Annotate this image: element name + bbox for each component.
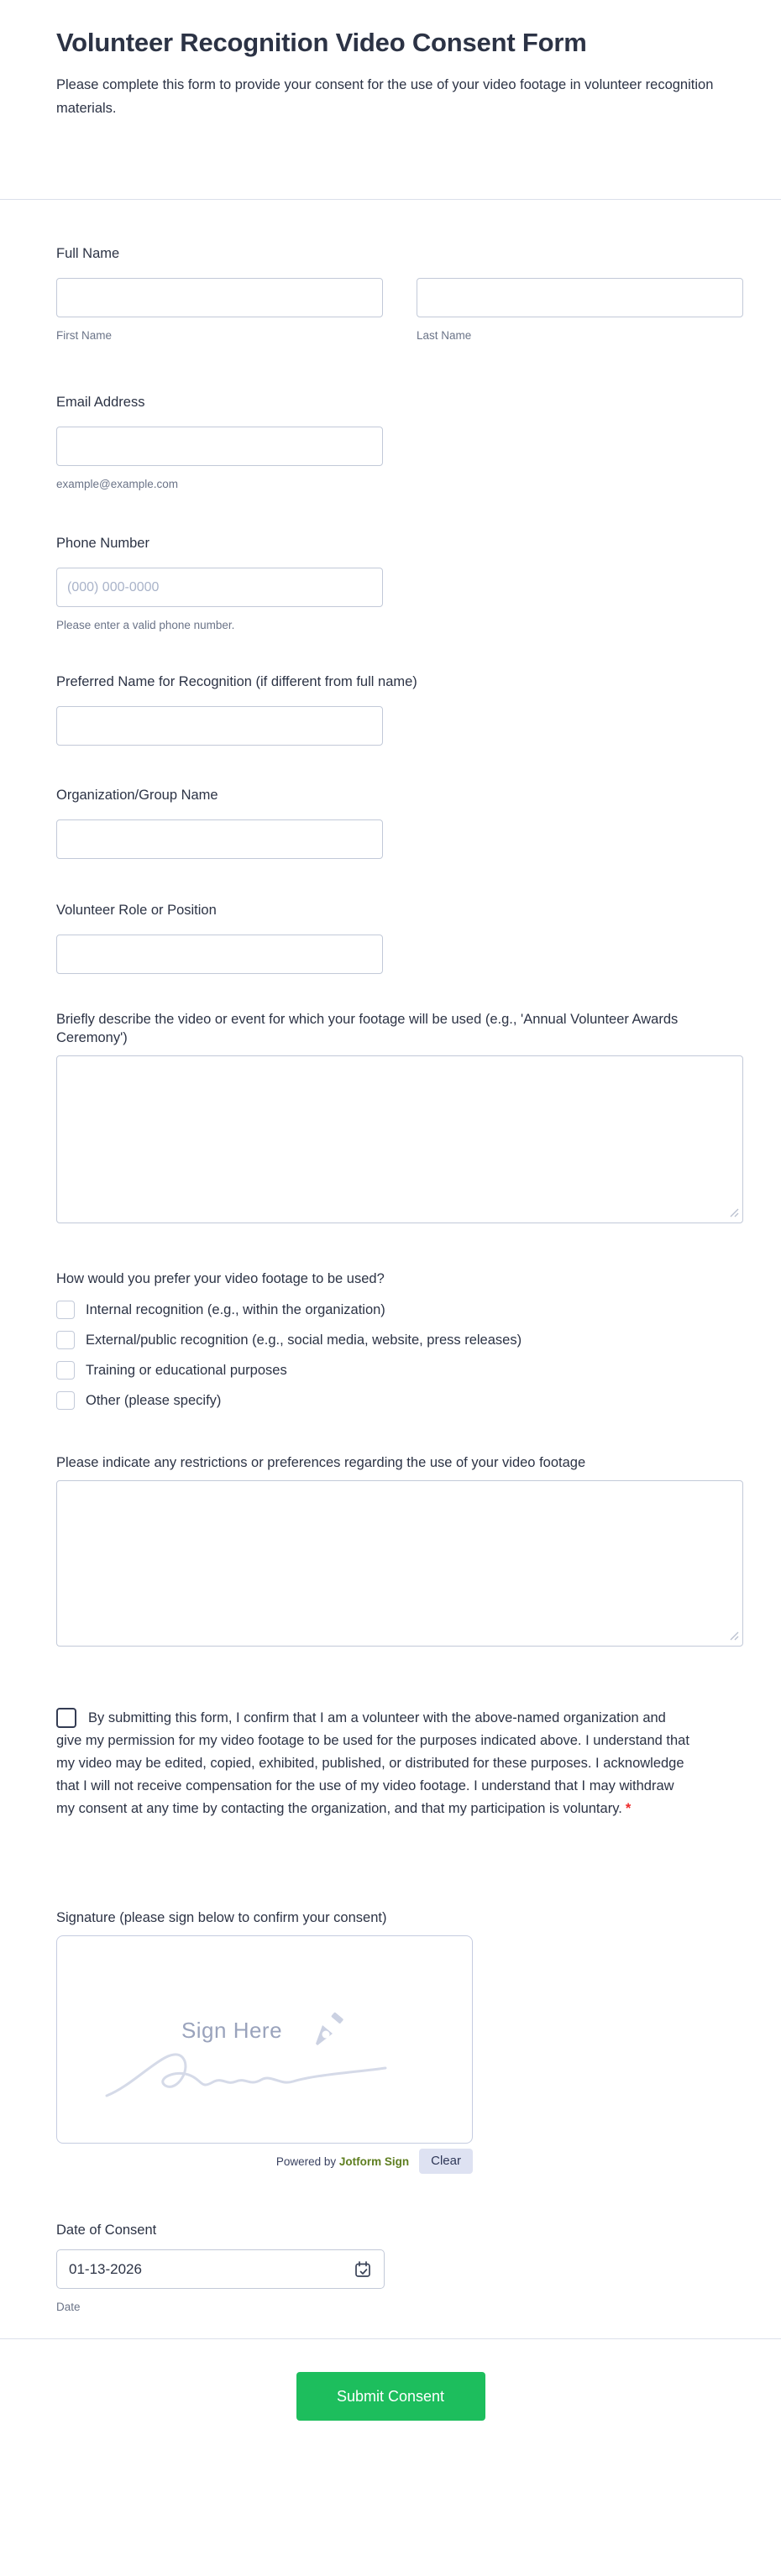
page-title: Volunteer Recognition Video Consent Form — [56, 28, 587, 57]
form-body — [0, 200, 781, 2314]
powered-by-text: Powered by Jotform Sign — [275, 2155, 410, 2168]
checkbox-training[interactable] — [56, 1361, 75, 1380]
field-email — [56, 393, 743, 491]
field-organization — [56, 786, 743, 859]
restrictions-label: Please indicate any restrictions or preferences regarding the use of your video footage — [56, 1455, 586, 1470]
consent-checkbox[interactable] — [56, 1708, 76, 1728]
form-header — [0, 0, 781, 120]
video-description-textarea[interactable] — [56, 1055, 743, 1223]
consent-paragraph — [56, 1707, 695, 1820]
last-name-input[interactable] — [417, 278, 743, 317]
consent-text: By submitting this form, I confirm that I am a volunteer with the above-named organization and give my permission for my video footage to be used for the purposes indicated above. I understand that my video may be edited, copied, exhibited, published, or distributed for these purposes. I acknowledge that I will not receive compensation for the use of my video footage. I understand that I may withdraw my consent at any time by contacting the organization, and that my participation is voluntary. — [56, 1710, 689, 1816]
first-name-input[interactable] — [56, 278, 383, 317]
usage-option-training[interactable] — [56, 1361, 743, 1380]
date-value: 01-13-2026 — [69, 2260, 142, 2277]
role-input[interactable] — [56, 935, 383, 974]
checkbox-other[interactable] — [56, 1391, 75, 1410]
field-date — [56, 2221, 743, 2314]
signature-squiggle — [103, 2029, 431, 2104]
field-video-description — [56, 1010, 743, 1223]
date-label: Date of Consent — [56, 2223, 157, 2238]
submit-area — [0, 2339, 781, 2463]
field-full-name — [56, 244, 743, 343]
usage-option-label: Other (please specify) — [86, 1393, 222, 1408]
field-role — [56, 901, 743, 974]
email-input[interactable] — [56, 427, 383, 466]
usage-preference-label: How would you prefer your video footage to be used? — [56, 1271, 385, 1286]
sign-here-text: Sign Here — [181, 2017, 283, 2043]
checkbox-external[interactable] — [56, 1331, 75, 1349]
last-name-sublabel: Last Name — [417, 329, 472, 342]
phone-label: Phone Number — [56, 536, 149, 551]
organization-input[interactable] — [56, 819, 383, 859]
calendar-icon[interactable] — [354, 2260, 372, 2279]
organization-label: Organization/Group Name — [56, 788, 218, 803]
date-sublabel: Date — [56, 2301, 81, 2313]
preferred-name-label: Preferred Name for Recognition (if different from full name) — [56, 674, 417, 689]
usage-option-other[interactable] — [56, 1391, 743, 1410]
checkbox-internal[interactable] — [56, 1301, 75, 1319]
video-description-label: Briefly describe the video or event for which your footage will be used (e.g., 'Annual Volunteer Awards Ceremony') — [56, 1012, 679, 1045]
email-sublabel: example@example.com — [56, 478, 179, 490]
form-subtitle: Please complete this form to provide your consent for the use of your video footage in volunteer recognition materials. — [56, 77, 714, 116]
usage-option-label: External/public recognition (e.g., social media, website, press releases) — [86, 1333, 522, 1348]
submit-button[interactable]: Submit Consent — [296, 2372, 485, 2421]
email-label: Email Address — [56, 395, 145, 410]
clear-signature-button[interactable]: Clear — [419, 2149, 473, 2174]
usage-option-label: Internal recognition (e.g., within the organization) — [86, 1302, 385, 1317]
phone-sublabel: Please enter a valid phone number. — [56, 619, 235, 631]
usage-option-external[interactable] — [56, 1331, 743, 1349]
first-name-sublabel: First Name — [56, 329, 113, 342]
restrictions-textarea[interactable] — [56, 1480, 743, 1647]
field-signature — [56, 1908, 743, 2174]
required-asterisk: * — [625, 1801, 632, 1816]
field-phone — [56, 534, 743, 632]
field-preferred-name — [56, 673, 743, 746]
field-consent-agreement — [56, 1707, 743, 1820]
usage-option-internal[interactable] — [56, 1301, 743, 1319]
jotform-sign-brand: Jotform Sign — [338, 2155, 410, 2168]
signature-label: Signature (please sign below to confirm your consent) — [56, 1910, 387, 1925]
signature-pad[interactable] — [56, 1935, 473, 2144]
usage-option-label: Training or educational purposes — [86, 1363, 287, 1378]
preferred-name-input[interactable] — [56, 706, 383, 746]
signature-footer — [56, 2149, 473, 2174]
role-label: Volunteer Role or Position — [56, 903, 217, 918]
field-restrictions — [56, 1453, 743, 1647]
date-input[interactable] — [56, 2249, 385, 2289]
full-name-label: Full Name — [56, 246, 120, 261]
field-usage-preference — [56, 1270, 743, 1410]
phone-input[interactable] — [56, 568, 383, 607]
